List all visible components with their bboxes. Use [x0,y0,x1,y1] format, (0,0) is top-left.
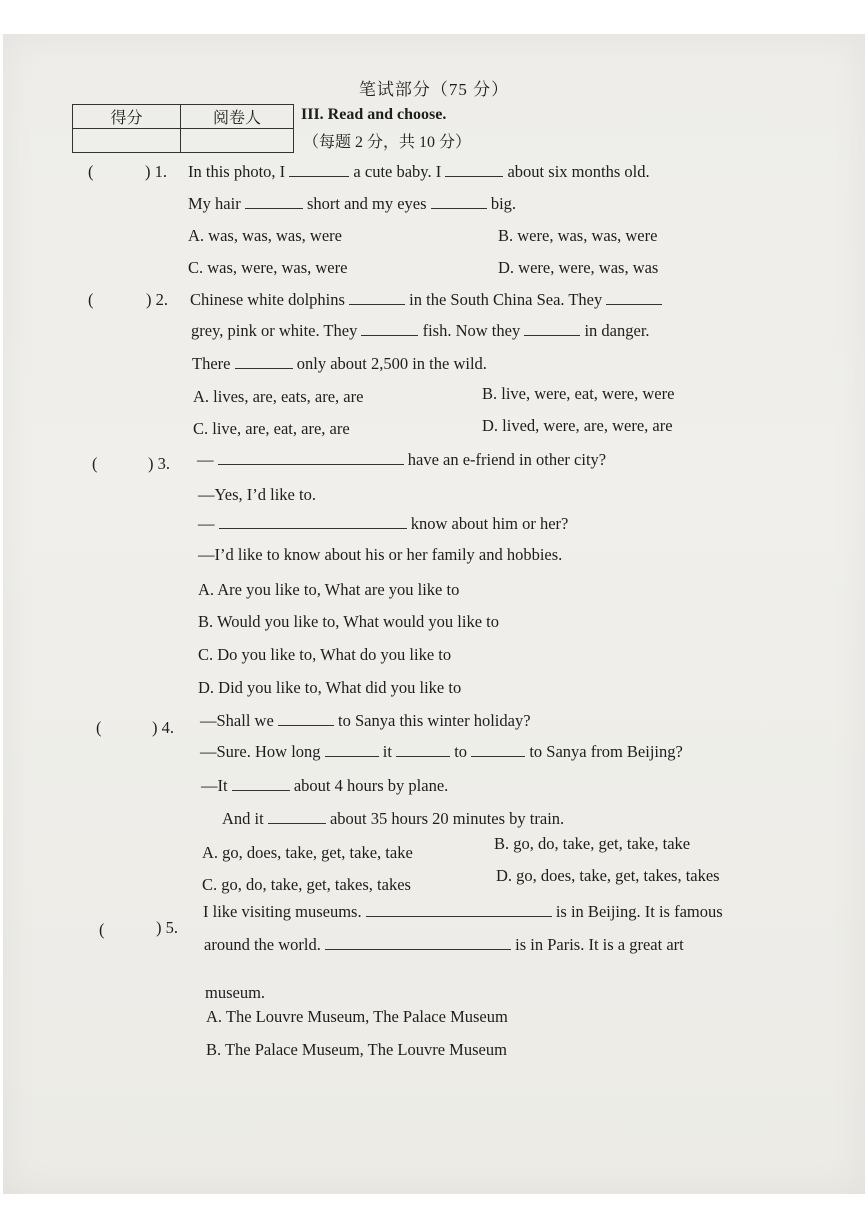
score-header: 得分 [73,105,181,129]
q2-option-b: B. live, were, eat, were, were [482,384,675,403]
q2-option-a: A. lives, are, eats, are, are [193,387,364,406]
question-number-4: ) 4. [152,718,174,737]
q3-option-a: A. Are you like to, What are you like to [198,580,460,599]
q1-line-2: My hair short and my eyes big. [188,194,517,213]
score-table [72,104,294,153]
question-number-5: ) 5. [156,918,178,937]
q1-line-1: In this photo, I a cute baby. I about six months old. [188,162,650,181]
section-title: III. Read and choose. [301,106,447,123]
q3-option-b: B. Would you like to, What would you like to [198,612,500,631]
q4-line-3: —It about 4 hours by plane. [201,776,449,795]
q1-option-b: B. were, was, was, were [498,226,658,245]
blank[interactable] [235,354,293,369]
q5-line-2: around the world. is in Paris. It is a great art [204,935,684,954]
q5-line-3: museum. [205,983,266,1002]
blank[interactable] [445,162,503,177]
q2-line-1: Chinese white dolphins in the South China Sea. They [190,290,662,310]
q4-option-b: B. go, do, take, get, take, take [494,834,691,853]
q3-line-3: — know about him or her? [198,514,569,533]
q3-option-d: D. Did you like to, What did you like to [198,678,462,697]
q1-option-a: A. was, was, was, were [188,226,342,245]
blank[interactable] [219,514,407,529]
q2-line-2: grey, pink or white. They fish. Now they in danger. [191,321,650,340]
q4-option-a: A. go, does, take, get, take, take [202,843,413,862]
grader-header: 阅卷人 [181,105,294,129]
q4-option-d: D. go, does, take, get, takes, takes [496,866,720,885]
q4-option-c: C. go, do, take, get, takes, takes [202,875,411,894]
q5-line-1: I like visiting museums. is in Beijing. It is famous [203,902,723,921]
blank[interactable] [232,776,290,791]
question-number-1: ) 1. [145,162,167,181]
q1-option-c: C. was, were, was, were [188,258,348,277]
q2-option-c: C. live, are, eat, are, are [193,419,350,438]
q5-option-b: B. The Palace Museum, The Louvre Museum [206,1040,507,1059]
blank[interactable] [431,194,487,209]
question-number-2: ) 2. [146,290,168,309]
blank[interactable] [349,290,405,305]
blank[interactable] [289,162,349,177]
q4-line-2: —Sure. How long it to to Sanya from Beijing? [200,742,683,761]
blank[interactable] [278,711,334,726]
blank[interactable] [361,321,418,336]
answer-paren-2[interactable]: ( [88,290,94,309]
blank[interactable] [524,321,580,336]
blank[interactable] [268,809,326,824]
answer-paren-5[interactable]: ( [99,920,105,939]
blank[interactable] [325,742,379,757]
blank[interactable] [366,902,552,917]
q3-option-c: C. Do you like to, What do you like to [198,645,452,664]
question-number-3: ) 3. [148,454,170,473]
page-title: 笔试部分（75 分） [358,80,510,99]
blank[interactable] [325,935,511,950]
answer-paren-3[interactable]: ( [92,454,98,473]
q1-option-d: D. were, were, was, was [498,258,659,277]
blank[interactable] [606,290,662,305]
answer-paren-4[interactable]: ( [96,718,102,737]
blank[interactable] [218,450,404,465]
q4-line-1: —Shall we to Sanya this winter holiday? [200,711,531,730]
q2-option-d: D. lived, were, are, were, are [482,416,673,435]
blank[interactable] [245,194,303,209]
section-note: （每题 2 分，共 10 分） [303,134,472,151]
q2-line-3: There only about 2,500 in the wild. [192,354,487,373]
q5-option-a: A. The Louvre Museum, The Palace Museum [206,1007,508,1026]
answer-paren-1[interactable]: ( [88,162,94,181]
blank[interactable] [471,742,525,757]
q3-line-2: —Yes, I’d like to. [198,485,316,504]
score-cell[interactable] [73,129,181,153]
grader-cell[interactable] [181,129,294,153]
q4-line-4: And it about 35 hours 20 minutes by train. [222,809,565,828]
blank[interactable] [396,742,450,757]
q3-line-1: — have an e-friend in other city? [197,450,607,469]
q3-line-4: —I’d like to know about his or her family and hobbies. [198,545,563,564]
